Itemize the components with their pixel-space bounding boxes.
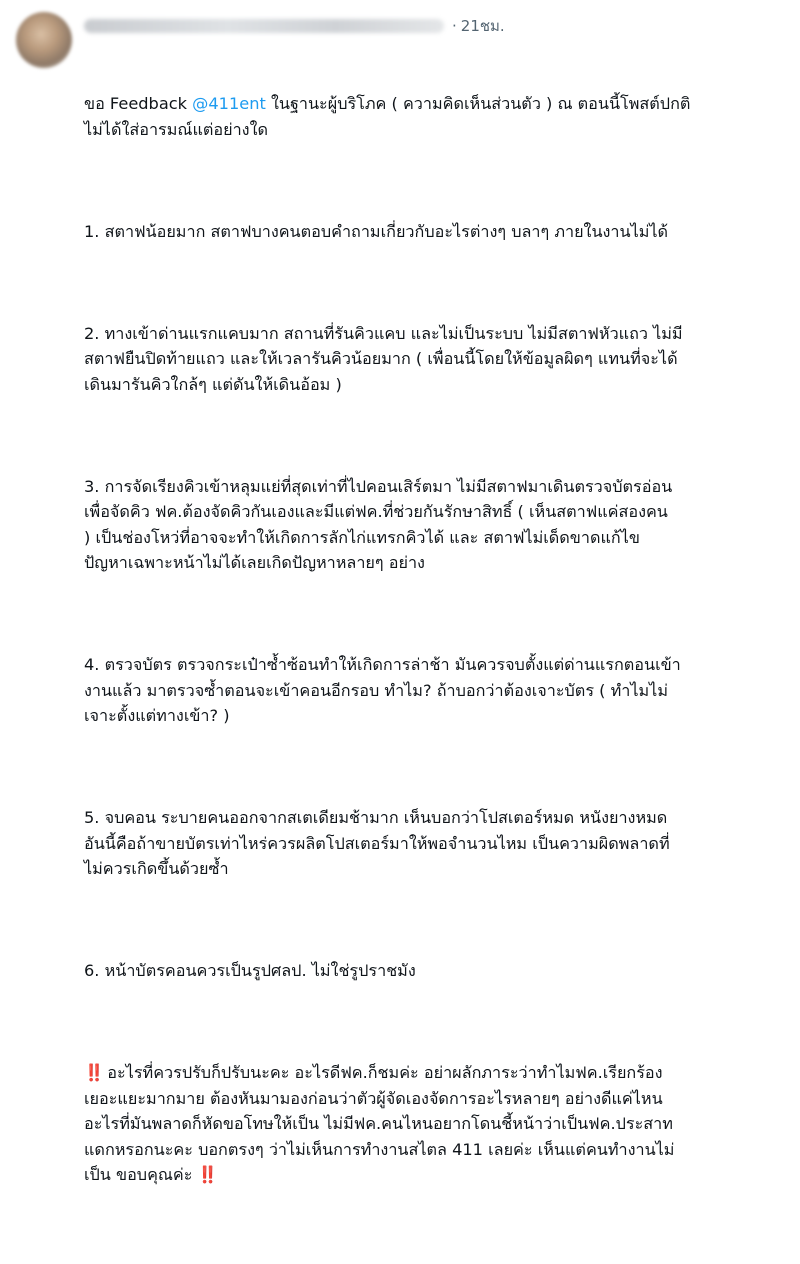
point-2: 2. ทางเข้าด่านแรกแคบมาก สถานที่รันคิวแคบ และไม่เป็นระบบ ไม่มีสตาฟหัวแถว ไม่มี สตาฟยืนปิดท้ายแถว และให้เวลารันคิวน้อยมาก ( เพื่อนนี้โดยให้ข้อมูลผิดๆ แทนที่จะได้ เดินมารันคิวใกล้ๆ แต่ดันให้เดินอ้อม ) [84,323,683,394]
point-3: 3. การจัดเรียงคิวเข้าหลุมแย่ที่สุดเท่าที่ไปคอนเสิร์ตมา ไม่มีสตาฟมาเดินตรวจบัตรอ่อน เพื่อจัดคิว ฟค.ต้องจัดคิวกันเองและมีแต่ฟค.ที่ช่วยกันรักษาสิทธิ์ ( เห็นสตาฟแค่สองคน ) เป็นช่องโหว่ที่อาจจะทำให้เกิดการลักไก่แทรกคิวได้ และ สตาฟไม่เด็ดขาดแก้ไข ปัญหาเฉพาะหน้าไม่ได้เลยเกิดปัญหาหลายๆ อย่าง [84,476,673,572]
point-5: 5. จบคอน ระบายคนออกจากสเตเดียมช้ามาก เห็นบอกว่าโปสเตอร์หมด หนังยางหมด อันนี้คือถ้าขายบัตรเท่าไหร่ควรผลิตโปสเตอร์มาให้พอจำนวนไหม เป็นความผิดพลาดที่ ไม่ควรเกิดขึ้นด้วยซ้ำ [84,808,670,878]
intro-post: ในฐานะผู้บริโภค ( ความคิดเห็นส่วนตัว ) ณ ตอนนี้โพสต์ปกติ ไม่ได้ใส่อารมณ์แต่อย่างใด [84,94,691,139]
tweet-time[interactable]: 21ชม. [460,17,505,35]
point-4: 4. ตรวจบัตร ตรวจกระเป๋าซ้ำซ้อนทำให้เกิดการล่าช้า มันควรจบตั้งแต่ด่านแรกตอนเข้า งานแล้ว มาตรวจซ้ำตอนจะเข้าคอนอีกรอบ ทำไม? ถ้าบอกว่าต้องเจาะบัตร ( ทำไมไม่ เจาะตั้งแต่ทางเข้า? ) [84,655,681,725]
tweet-text [84,40,780,1264]
double-exclamation-icon: ‼️ [197,1165,216,1184]
separator-dot: · [452,17,457,35]
point-6: 6. หน้าบัตรคอนควรเป็นรูปศลป. ไม่ใช่รูปราชมัง [84,961,416,980]
tweet-intro [84,91,780,142]
mention-link[interactable]: @411ent [192,94,266,113]
point-1: 1. สตาฟน้อยมาก สตาฟบางคนตอบคำถามเกี่ยวกับอะไรต่างๆ บลาๆ ภายในงานไม่ได้ [84,221,669,241]
tweet-content [84,12,780,1264]
avatar-column [16,12,84,68]
closing-text: อะไรที่ควรปรับก็ปรับนะคะ อะไรดีฟค.ก็ชมค่ะ อย่าผลักภาระว่าทำไมฟค.เรียกร้อง เยอะแยะมากมาย ต้องหันมามองก่อนว่าตัวผู้จัดเองจัดการอะไรหลายๆ อย่างดีแค่ไหน อะไรที่มันพลาดก็หัดขอโทษให้เป็น ไม่มีฟค.คนไหนอยากโดนชี้หน้าว่าเป็นฟค.ประสาท แดกหรอกนะคะ บอกตรงๆ ว่าไม่เห็นการทำงานสไตล 411 เลยค่ะ เห็นแต่คนทำงานไม่ เป็น ขอบคุณค่ะ [84,1063,675,1184]
author-name-blurred[interactable] [84,19,444,33]
intro-pre: ขอ Feedback [84,94,193,113]
tweet-header [84,14,780,38]
double-exclamation-icon: ‼️ [84,1063,103,1082]
avatar[interactable] [16,12,72,68]
tweet-closing [84,1060,780,1188]
